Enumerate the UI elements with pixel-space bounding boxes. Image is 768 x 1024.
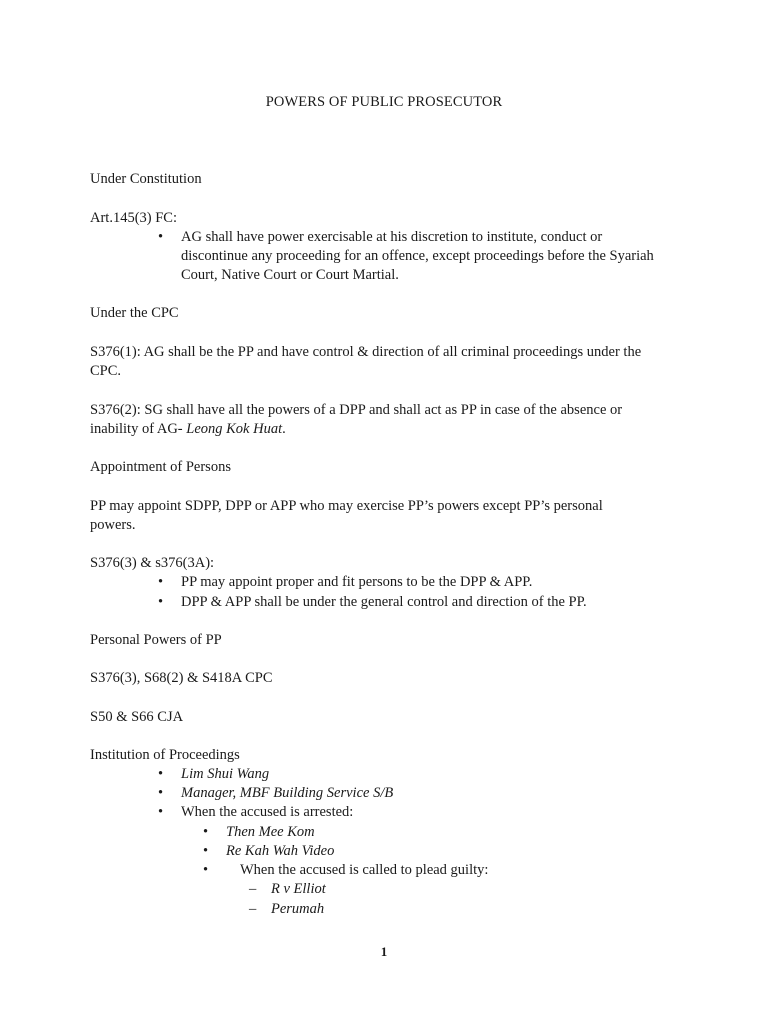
- bullet-icon: •: [158, 574, 164, 590]
- case-citation-leong-kok-huat: Leong Kok Huat: [186, 421, 283, 437]
- document-title: POWERS OF PUBLIC PROSECUTOR: [265, 94, 503, 110]
- heading-under-cpc: Under the CPC: [90, 305, 179, 321]
- appointment-section-ref: S376(3) & s376(3A):: [90, 555, 215, 571]
- bullet-icon: •: [203, 843, 209, 859]
- heading-appointment: Appointment of Persons: [90, 459, 231, 475]
- s376-2-line-1: S376(2): SG shall have all the powers of a DPP and shall act as PP in case of the absence or: [90, 402, 623, 418]
- bullet-icon: •: [158, 766, 164, 782]
- cpc-reference: S376(3), S68(2) & S418A CPC: [90, 670, 273, 686]
- bullet-icon: •: [158, 229, 164, 245]
- page-number: 1: [380, 944, 388, 959]
- s376-2-line-2: [90, 420, 680, 440]
- bullet-icon: •: [203, 862, 209, 878]
- heading-personal-powers: Personal Powers of PP: [90, 632, 222, 648]
- dash-icon: –: [249, 881, 257, 897]
- case-re-kah-wah-video: Re Kah Wah Video: [226, 843, 335, 859]
- article-reference: Art.145(3) FC:: [90, 210, 177, 226]
- heading-under-constitution: Under Constitution: [90, 171, 202, 187]
- bullet-icon: •: [158, 785, 164, 801]
- constitution-bullet-line-2: discontinue any proceeding for an offence, except proceedings before the Syariah: [181, 248, 654, 264]
- bullet-icon: •: [158, 594, 164, 610]
- plead-guilty-item: When the accused is called to plead guilty:: [240, 862, 489, 878]
- appointment-para-line-1: PP may appoint SDPP, DPP or APP who may exercise PP’s powers except PP’s personal: [90, 498, 603, 514]
- heading-institution: Institution of Proceedings: [90, 747, 240, 763]
- cja-reference: S50 & S66 CJA: [90, 709, 184, 725]
- case-perumah: Perumah: [271, 901, 325, 917]
- appointment-para-line-2: powers.: [90, 517, 136, 533]
- constitution-bullet-line-1: AG shall have power exercisable at his discretion to institute, conduct or: [181, 229, 603, 245]
- bullet-icon: •: [158, 804, 164, 820]
- appointment-bullet-1: PP may appoint proper and fit persons to be the DPP & APP.: [181, 574, 533, 590]
- s376-2-suffix: .: [282, 421, 286, 437]
- case-lim-shui-wang: Lim Shui Wang: [181, 766, 270, 782]
- s376-1-line-1: S376(1): AG shall be the PP and have control & direction of all criminal proceedings under the: [90, 344, 642, 360]
- s376-2-prefix: inability of AG-: [90, 421, 187, 437]
- s376-1-line-2: CPC.: [90, 363, 122, 379]
- dash-icon: –: [249, 901, 257, 917]
- appointment-bullet-2: DPP & APP shall be under the general control and direction of the PP.: [181, 594, 587, 610]
- constitution-bullet-line-3: Court, Native Court or Court Martial.: [181, 267, 399, 283]
- case-then-mee-kom: Then Mee Kom: [226, 824, 315, 840]
- case-r-v-elliot: R v Elliot: [271, 881, 326, 897]
- case-manager-mbf: Manager, MBF Building Service S/B: [181, 785, 394, 801]
- bullet-icon: •: [203, 824, 209, 840]
- accused-arrested-item: When the accused is arrested:: [181, 804, 354, 820]
